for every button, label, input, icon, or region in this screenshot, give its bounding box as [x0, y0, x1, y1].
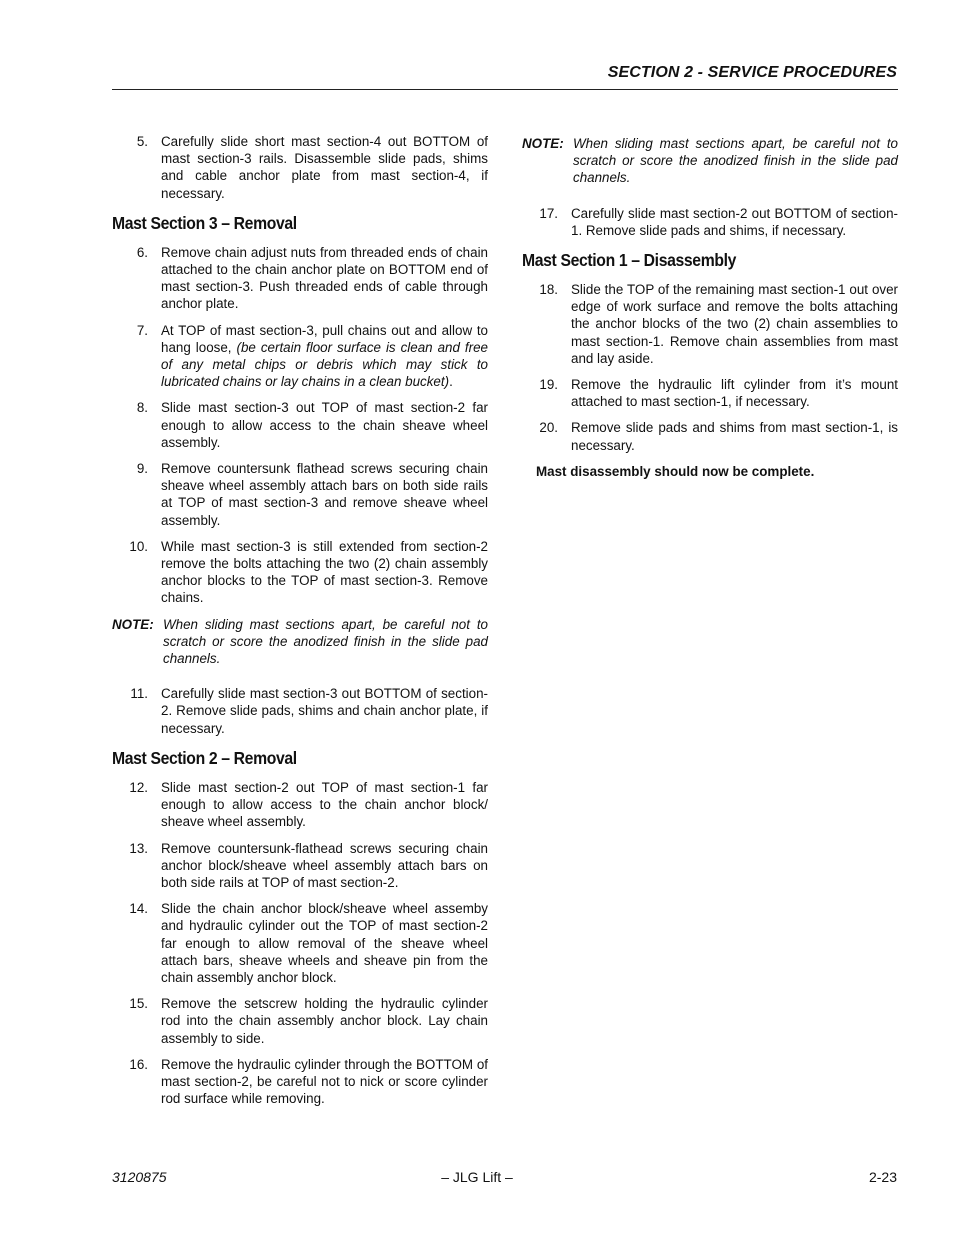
step-15: [112, 995, 488, 1047]
footer-doc-number: 3120875: [112, 1169, 167, 1185]
note-label: NOTE:: [522, 136, 564, 151]
note-text: When sliding mast sections apart, be careful not to scratch or score the anodized finish in the slide pad channels.: [573, 136, 898, 186]
heading-mast-section-1: Mast Section 1 – Disassembly: [522, 250, 737, 271]
step-text: Remove countersunk-flathead screws securing chain anchor block/sheave wheel assembly attach bars on both side rails at TOP of mast section-2.: [161, 840, 488, 890]
step-16: [112, 1056, 488, 1108]
step-text: Remove the hydraulic cylinder through the BOTTOM of mast section-2, be careful not to nick or score cylinder rod surface while removing.: [161, 1056, 488, 1107]
step-7: [112, 322, 488, 391]
step-text: Remove chain adjust nuts from threaded ends of chain attached to the chain anchor plate on BOTTOM end of mast section-3. Push threaded ends of cable through anchor plate.: [161, 244, 488, 312]
step-text: Remove countersunk flathead screws securing chain sheave wheel assembly attach bars on both side rails at TOP of mast section-3 and remove sheave wheel assembly.: [161, 461, 488, 528]
step-number: 20.: [539, 420, 558, 436]
left-column: [112, 133, 488, 1116]
note-label: NOTE:: [112, 616, 154, 632]
step-text: Slide the TOP of the remaining mast section-1 out over edge of work surface and remove the bolts attaching the anchor blocks of the two (2) chain assemblies to mast section-1. Remove chain assemblies from mast and lay aside.: [571, 282, 898, 366]
step-text: While mast section-3 is still extended from section-2 remove the bolts attaching the two (2) chain assembly anchor blocks to the TOP of mast section-3. Remove chains.: [161, 538, 488, 606]
step-13: [112, 840, 488, 892]
step-number: 8.: [136, 400, 148, 416]
step-text: Carefully slide mast section-3 out BOTTOM of section-2. Remove slide pads, shims and chain anchor plate, if necessary.: [161, 686, 488, 736]
step-number: 16.: [129, 1056, 148, 1072]
step-10: [112, 538, 488, 607]
note-block: [522, 135, 898, 187]
step-number: 9.: [136, 461, 148, 477]
step-6: [112, 244, 488, 313]
closing-statement: Mast disassembly should now be complete.: [536, 463, 815, 479]
step-17: [522, 205, 898, 239]
step-number: 7.: [136, 322, 148, 338]
step-11: [112, 685, 488, 737]
heading-mast-section-3: Mast Section 3 – Removal: [112, 212, 297, 233]
step-text-end: .: [449, 374, 453, 390]
step-18: [522, 281, 898, 367]
step-number: 17.: [539, 205, 558, 221]
step-19: [522, 376, 898, 410]
step-number: 18.: [539, 282, 558, 298]
step-number: 13.: [129, 840, 148, 856]
step-number: 10.: [129, 538, 148, 554]
step-text: Remove the setscrew holding the hydraulic cylinder rod into the chain assembly anchor block. Lay chain assembly to side.: [161, 996, 488, 1046]
right-column: [522, 133, 898, 479]
step-text: Remove slide pads and shims from mast section-1, is necessary.: [571, 420, 898, 453]
step-20: [522, 419, 898, 453]
step-14: [112, 900, 488, 986]
step-number: 5.: [136, 134, 148, 149]
step-text: Slide the chain anchor block/sheave wheel assemby and hydraulic cylinder out the TOP of mast section-2 far enough to allow removal of the sheave wheel attach bars, sheave wheels and sheave pin from the chain assembly anchor block.: [161, 901, 488, 985]
step-text: Slide mast section-2 out TOP of mast section-1 far enough to allow access to the chain anchor block/ sheave wheel assembly.: [161, 779, 488, 830]
step-9: [112, 460, 488, 529]
step-number: 11.: [130, 686, 148, 702]
note-text: When sliding mast sections apart, be careful not to scratch or score the anodized finish in the slide pad channels.: [163, 616, 488, 667]
footer-page-number: 2-23: [868, 1169, 897, 1185]
step-number: 6.: [136, 244, 148, 260]
step-text: Slide mast section-3 out TOP of mast section-2 far enough to allow access to the chain sheave wheel assembly.: [161, 400, 488, 450]
header-rule: [112, 89, 898, 90]
step-8: [112, 399, 488, 451]
step-text: Carefully slide mast section-2 out BOTTOM of section-1. Remove slide pads and shims, if necessary.: [571, 205, 898, 238]
step-number: 19.: [539, 377, 558, 393]
step-text: [161, 322, 488, 391]
step-text: Carefully slide short mast section-4 out BOTTOM of mast section-3 rails. Disassemble slide pads, shims and cable anchor plate from mast section-4, if necessary.: [161, 134, 488, 201]
step-number: 14.: [129, 901, 148, 917]
step-number: 15.: [129, 996, 148, 1012]
step-text-italic: (be certain floor surface is clean and free of any metal chips or debris which may stick to lubricated chains or lay chains in a clean bucket): [161, 339, 488, 390]
footer-publisher: – JLG Lift –: [441, 1169, 513, 1185]
step-12: [112, 779, 488, 831]
heading-mast-section-2: Mast Section 2 – Removal: [112, 747, 297, 768]
note-block: [112, 616, 488, 668]
step-number: 12.: [129, 779, 148, 795]
step-text-main: At TOP of mast section-3, pull chains out and allow to hang loose,: [161, 322, 488, 355]
step-text: Remove the hydraulic lift cylinder from it’s mount attached to mast section-1, if necessary.: [571, 377, 898, 410]
section-header-title: SECTION 2 - SERVICE PROCEDURES: [607, 64, 897, 81]
step-5: [112, 133, 488, 202]
